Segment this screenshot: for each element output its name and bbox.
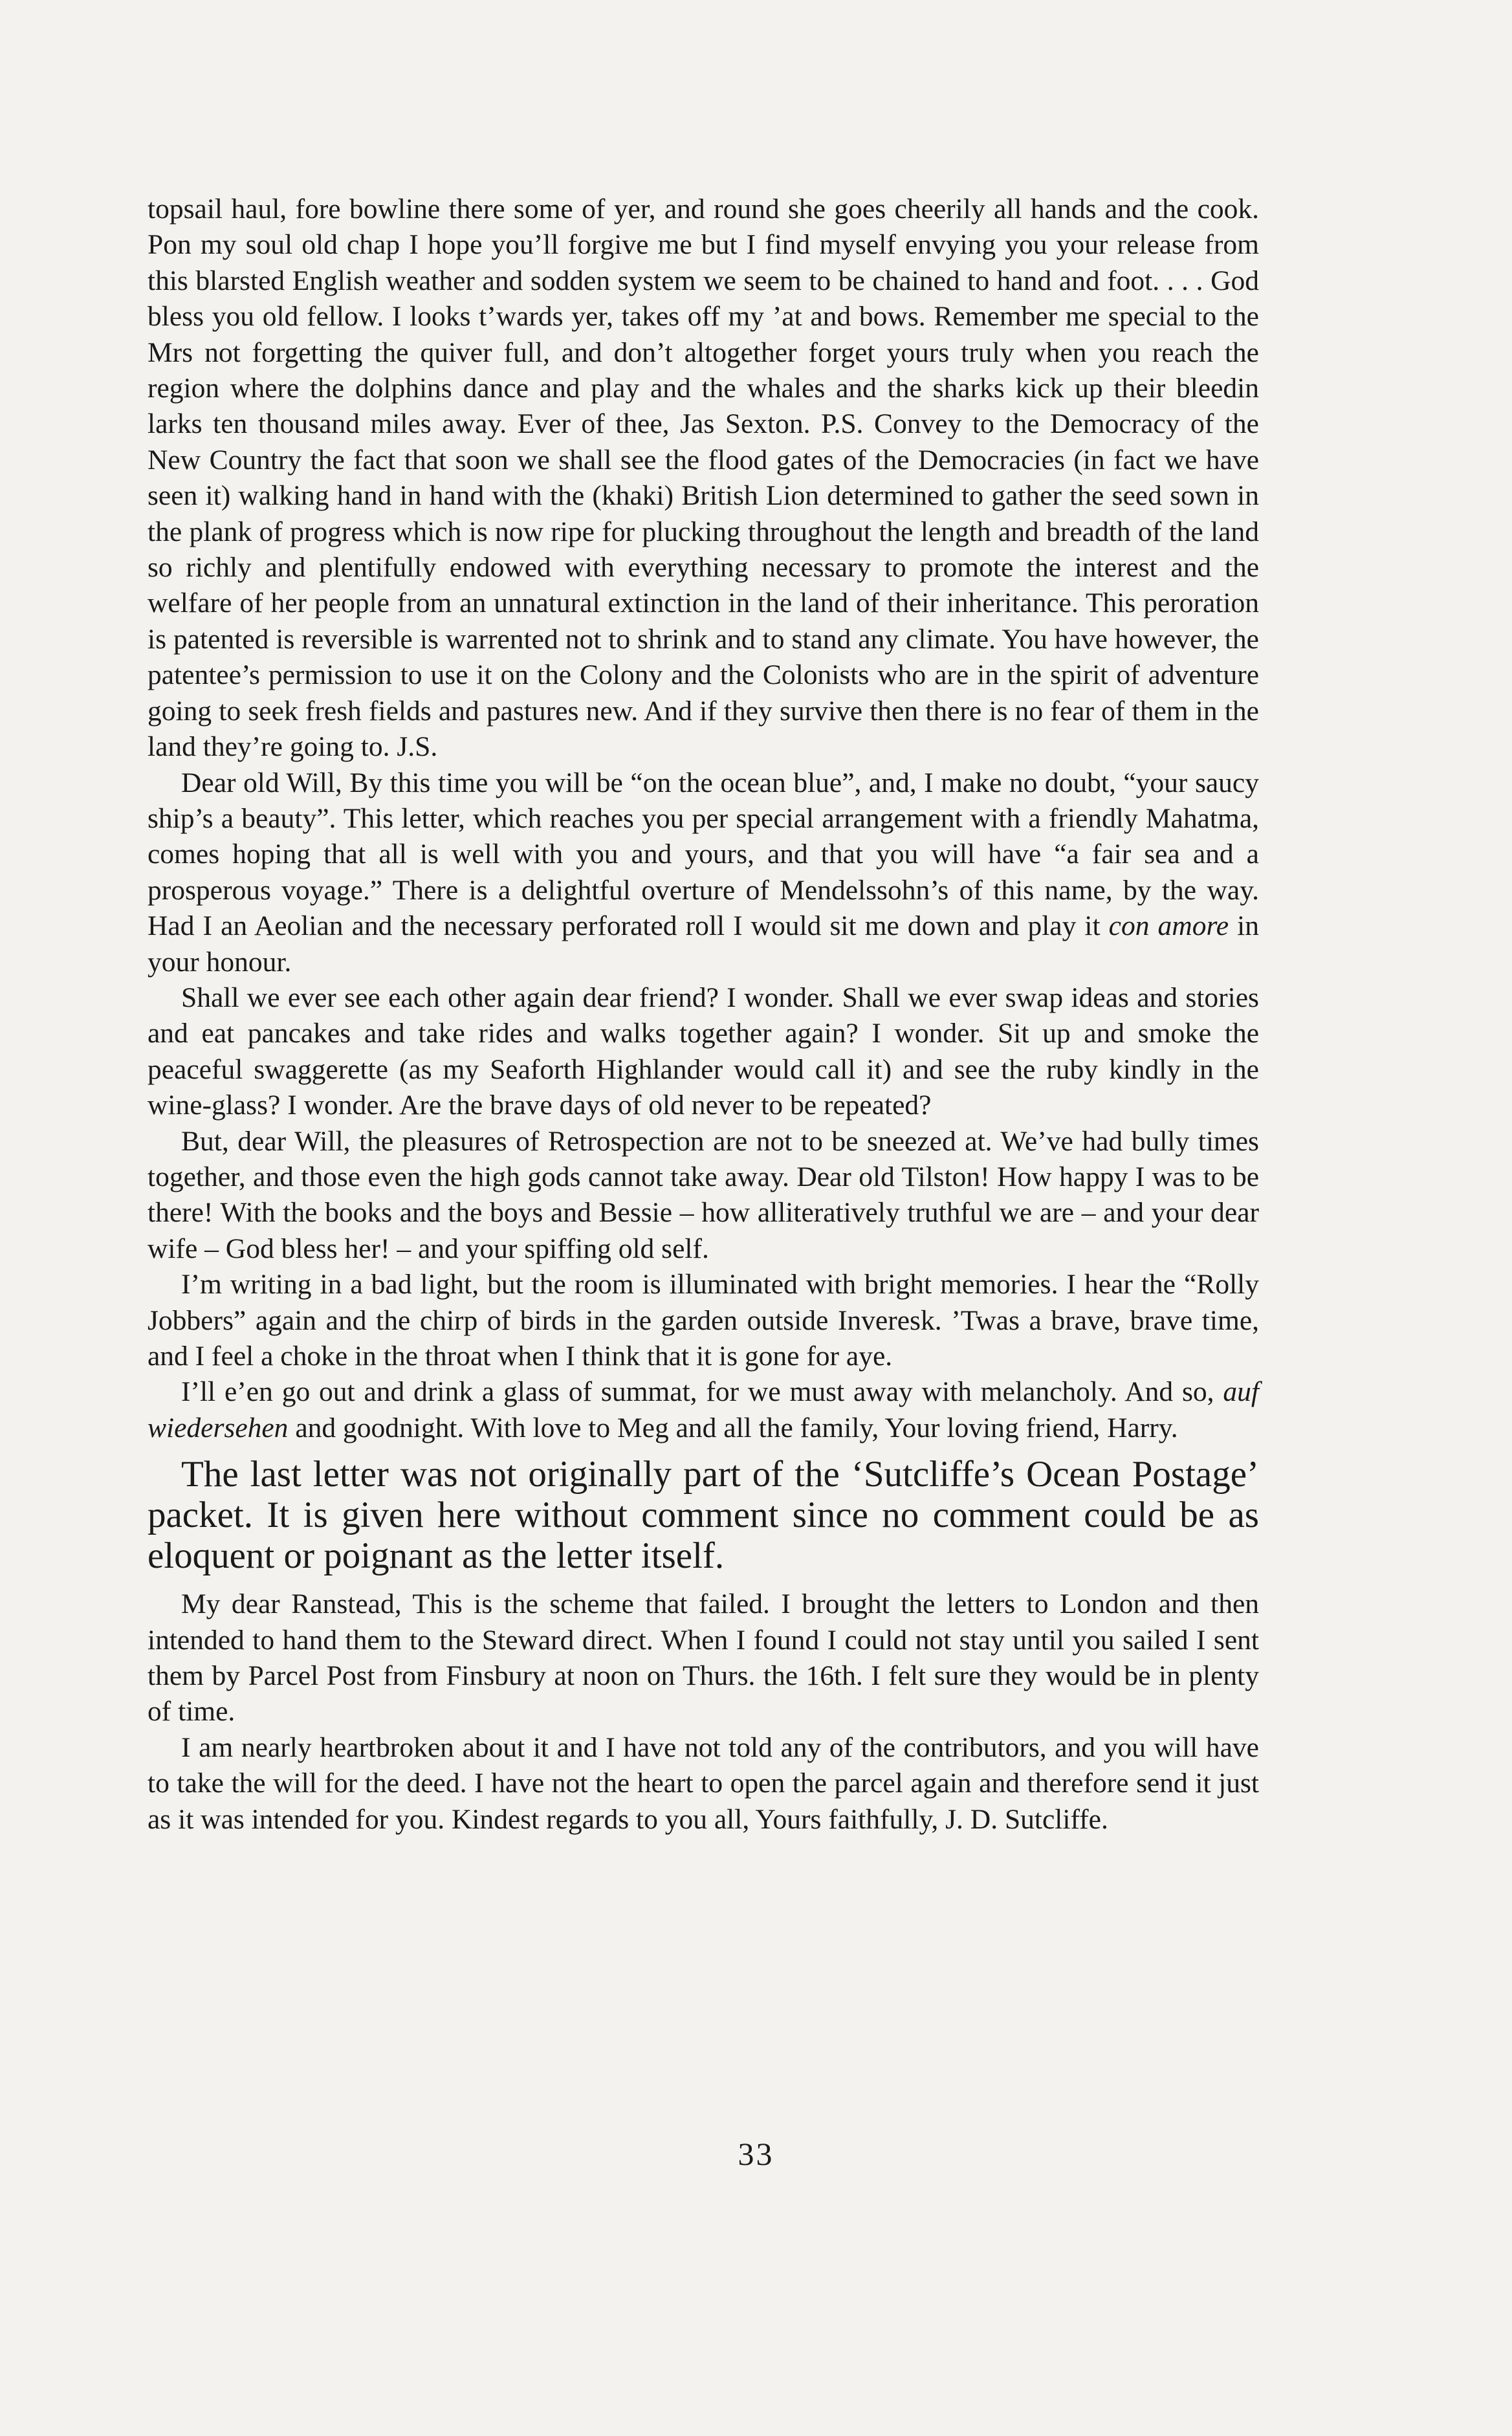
paragraph-text: I’ll e’en go out and drink a glass of summat, for we must away with melancholy. And so, xyxy=(181,1376,1223,1408)
letter-harry-paragraph-4: I’m writing in a bad light, but the room is illuminated with bright memories. I hear the “Rolly Jobbers” again and the chirp of birds in the garden outside Inveresk. ’Twas a brave, brave time, and I feel a choke in the throat when I think that it is gone for aye. xyxy=(148,1269,1259,1372)
letter-sutcliffe-paragraph-2: I am nearly heartbroken about it and I have not told any of the contributors, and you will have to take the will for the deed. I have not the heart to open the parcel again and therefore send it just as it was intended for you. Kindest regards to you all, Yours faithfully, J. D. Sutcliffe. xyxy=(148,1731,1259,1835)
text-column xyxy=(148,192,1259,1838)
letter-harry-paragraph-2: Shall we ever see each other again dear friend? I wonder. Shall we ever swap ideas and stories and eat pancakes and take rides and walks together again? I wonder. Sit up and smoke the peaceful swaggerette (as my Seaforth Highlander would call it) and see the ruby kindly in the wine-glass? I wonder. Are the brave days of old never to be repeated? xyxy=(148,982,1259,1121)
paragraph-text: in your honour. xyxy=(148,910,1260,978)
paragraph-text: and goodnight. With love to Meg and all the family, Your loving friend, Harry. xyxy=(295,1412,1178,1443)
letter-harry-paragraph-3: But, dear Will, the pleasures of Retrospection are not to be sneezed at. We’ve had bully times together, and those even the high gods cannot take away. Dear old Tilston! How happy I was to be there! With the books and the boys and Bessie – how alliteratively truthful we are – and your dear wife – God bless her! – and your spiffing old self. xyxy=(148,1125,1259,1264)
page-number: 33 xyxy=(738,2136,774,2172)
letter-harry-paragraph-5 xyxy=(148,1374,1259,1446)
italic-phrase: auf wiedersehen xyxy=(148,1376,1259,1443)
letter-sexton-paragraph: topsail haul, fore bowline there some of yer, and round she goes cheerily all hands and the cook. Pon my soul old chap I hope you’ll forgive me but I find myself envying you your release from this blarsted English weather and sodden system we seem to be chained to hand and foot. . . . God bless you old fellow. I looks t’wards yer, takes off my ’at and bows. Remember me special to the Mrs not forgetting the quiver full, and don’t altogether forget yours truly when you reach the region where the dolphins dance and play and the whales and the sharks kick up their bleedin larks ten thousand miles away. Ever of thee, Jas Sexton. P.S. Convey to the Democracy of the New Country the fact that soon we shall see the flood gates of the Democracies (in fact we have seen it) walking hand in hand with the (khaki) British Lion determined to gather the seed sown in the plank of progress which is now ripe for plucking throughout the length and breadth of the land so richly and plentifully endowed with everything necessary to promote the interest and the welfare of her people from an unnatural extinction in the land of their inheritance. This peroration is patented is reversible is warrented not to shrink and to stand any climate. You have however, the patentee’s permission to use it on the Colony and the Colonists who are in the spirit of adventure going to seek fresh fields and pastures new. And if they survive then there is no fear of them in the land they’re going to. J.S. xyxy=(148,193,1259,763)
letter-harry-paragraph-1 xyxy=(148,765,1259,980)
paragraph-text: Dear old Will, By this time you will be “on the ocean blue”, and, I make no doubt, “your saucy ship’s a beauty”. This letter, which reaches you per special arrangement with a friendly Mahatma, comes hoping that all is well with you and yours, and that you will have “a fair sea and a prosperous voyage.” There is a delightful overture of Mendelssohn’s of this name, by the way. Had I an Aeolian and the necessary perforated roll I would sit me down and play it xyxy=(148,767,1259,942)
letter-sutcliffe-paragraph-1: My dear Ranstead, This is the scheme that failed. I brought the letters to London and then intended to hand them to the Steward direct. When I found I could not stay until you sailed I sent them by Parcel Post from Finsbury at noon on Thurs. the 16th. I felt sure they would be in plenty of time. xyxy=(148,1588,1259,1728)
italic-phrase: con amore xyxy=(1108,910,1229,942)
editorial-note: The last letter was not originally part of the ‘Sutcliffe’s Ocean Postage’ packet. It is given here without comment since no comment could be as eloquent or poignant as the letter itself. xyxy=(148,1454,1259,1577)
